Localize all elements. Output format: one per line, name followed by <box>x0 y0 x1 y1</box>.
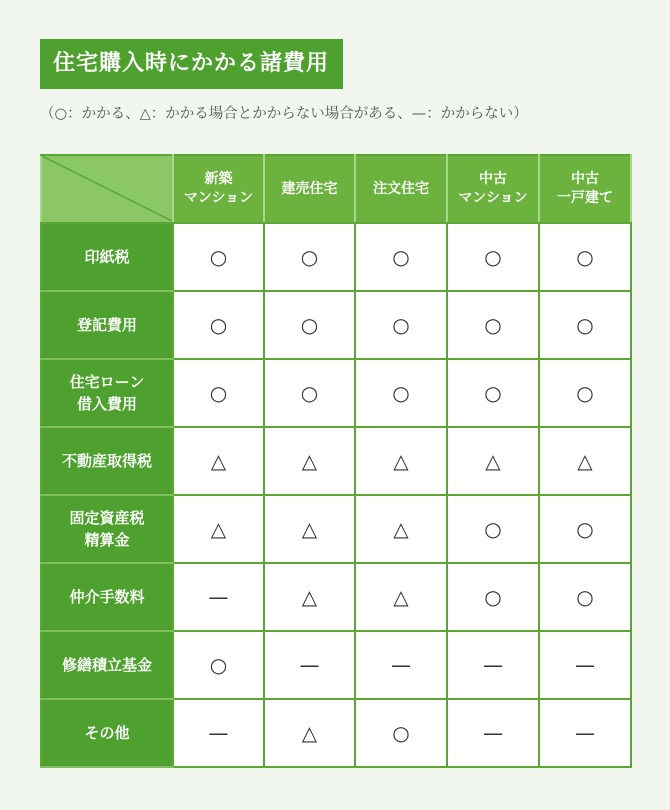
table-cell <box>355 631 447 699</box>
table-row <box>41 699 631 767</box>
status-mark: — <box>483 653 503 677</box>
table-cell <box>539 699 631 767</box>
table-cell <box>447 563 539 631</box>
row-header <box>41 495 173 563</box>
table-cell <box>355 223 447 291</box>
status-mark: ○ <box>484 585 502 609</box>
table-cell <box>264 563 355 631</box>
table-cell <box>264 359 355 427</box>
table-cell <box>264 291 355 359</box>
table-row <box>41 359 631 427</box>
row-header-line1: その他 <box>84 724 130 742</box>
row-header-line1: 不動産取得税 <box>61 452 152 470</box>
corner-cell <box>41 155 173 223</box>
status-mark: ○ <box>209 313 228 337</box>
status-mark: — <box>391 653 411 677</box>
table-cell <box>264 223 355 291</box>
table-cell <box>539 291 631 359</box>
table-cell <box>539 427 631 495</box>
status-mark: ○ <box>300 245 319 269</box>
status-mark: ○ <box>484 245 502 269</box>
diagonal-line <box>42 156 173 222</box>
table-cell <box>447 631 539 699</box>
row-header-line1: 住宅ローン <box>69 373 145 391</box>
column-header <box>539 155 631 223</box>
table-cell <box>447 291 539 359</box>
status-mark: △ <box>210 517 227 541</box>
status-mark: — <box>575 721 595 745</box>
row-header <box>41 427 173 495</box>
status-mark: △ <box>577 449 593 473</box>
status-mark: ○ <box>576 245 594 269</box>
status-mark: ○ <box>576 585 594 609</box>
status-mark: △ <box>393 517 409 541</box>
status-mark: ○ <box>484 313 502 337</box>
column-header-line1: 中古 <box>571 171 599 187</box>
table-cell <box>539 563 631 631</box>
column-header <box>447 155 539 223</box>
table-cell <box>355 495 447 563</box>
table-row <box>41 563 631 631</box>
status-mark: ○ <box>484 381 502 405</box>
column-header-line1: 建売住宅 <box>281 180 338 197</box>
status-mark: ○ <box>209 245 228 269</box>
status-mark: △ <box>301 585 318 609</box>
row-header-line1: 印紙税 <box>84 248 130 266</box>
row-header-line1: 固定資産税 <box>69 509 145 527</box>
status-mark: — <box>299 653 320 677</box>
table-header-row <box>41 155 631 223</box>
row-header-line2: 精算金 <box>84 531 130 549</box>
row-header <box>41 631 173 699</box>
table-row <box>41 223 631 291</box>
status-mark: — <box>575 653 595 677</box>
status-mark: — <box>208 721 229 745</box>
table-cell <box>355 699 447 767</box>
row-header <box>41 563 173 631</box>
status-mark: △ <box>393 449 409 473</box>
column-header-line2: マンション <box>458 190 528 206</box>
row-header-line1: 登記費用 <box>76 316 137 334</box>
table-cell <box>355 563 447 631</box>
status-mark: ○ <box>392 381 410 405</box>
row-header-line1: 仲介手数料 <box>69 588 145 606</box>
status-mark: △ <box>301 721 318 745</box>
table-cell <box>539 223 631 291</box>
column-header-line2: マンション <box>183 190 254 206</box>
status-mark: — <box>208 585 229 609</box>
status-mark: ○ <box>300 381 319 405</box>
column-header-line1: 中古 <box>479 171 507 187</box>
table-cell <box>264 427 355 495</box>
table-cell <box>447 495 539 563</box>
table-cell <box>173 223 264 291</box>
status-mark: △ <box>210 449 227 473</box>
table-cell <box>264 699 355 767</box>
status-mark: △ <box>301 449 318 473</box>
table-cell <box>539 359 631 427</box>
table-row <box>41 495 631 563</box>
status-mark: ○ <box>576 517 594 541</box>
row-header <box>41 291 173 359</box>
column-header <box>173 155 264 223</box>
status-mark: ○ <box>209 653 228 677</box>
table-cell <box>173 699 264 767</box>
status-mark: △ <box>301 517 318 541</box>
column-header-line1: 新築 <box>204 171 233 187</box>
table-cell <box>264 631 355 699</box>
table-row <box>41 291 631 359</box>
status-mark: △ <box>485 449 501 473</box>
table-cell <box>447 223 539 291</box>
cost-table <box>40 154 632 768</box>
table-cell <box>173 291 264 359</box>
row-header-line2: 借入費用 <box>76 395 137 413</box>
row-header <box>41 699 173 767</box>
table-cell <box>355 427 447 495</box>
status-mark: ○ <box>576 313 594 337</box>
legend-note: （○：かかる、△：かかる場合とかからない場合がある、—：かからない） <box>40 106 528 122</box>
row-header <box>41 359 173 427</box>
status-mark: △ <box>393 585 409 609</box>
status-mark: ○ <box>484 517 502 541</box>
column-header-line2: 一戸建て <box>557 190 613 206</box>
table-cell <box>539 631 631 699</box>
table-cell <box>173 631 264 699</box>
table-cell <box>447 699 539 767</box>
column-header <box>264 155 355 223</box>
status-mark: ○ <box>392 245 410 269</box>
table-cell <box>447 427 539 495</box>
status-mark: ○ <box>392 721 410 745</box>
status-mark: ○ <box>209 381 228 405</box>
table-cell <box>173 427 264 495</box>
table-cell <box>539 495 631 563</box>
table-cell <box>447 359 539 427</box>
table-cell <box>355 359 447 427</box>
table-row <box>41 631 631 699</box>
status-mark: ○ <box>392 313 410 337</box>
table-cell <box>173 563 264 631</box>
status-mark: — <box>483 721 503 745</box>
column-header-line1: 注文住宅 <box>373 180 429 197</box>
row-header <box>41 223 173 291</box>
table-cell <box>173 359 264 427</box>
table-cell <box>173 495 264 563</box>
row-header-line1: 修繕積立基金 <box>61 656 152 674</box>
table-cell <box>355 291 447 359</box>
page-title: 住宅購入時にかかる諸費用 <box>40 39 343 89</box>
status-mark: ○ <box>300 313 319 337</box>
table-row <box>41 427 631 495</box>
status-mark: ○ <box>576 381 594 405</box>
column-header <box>355 155 447 223</box>
table-cell <box>264 495 355 563</box>
